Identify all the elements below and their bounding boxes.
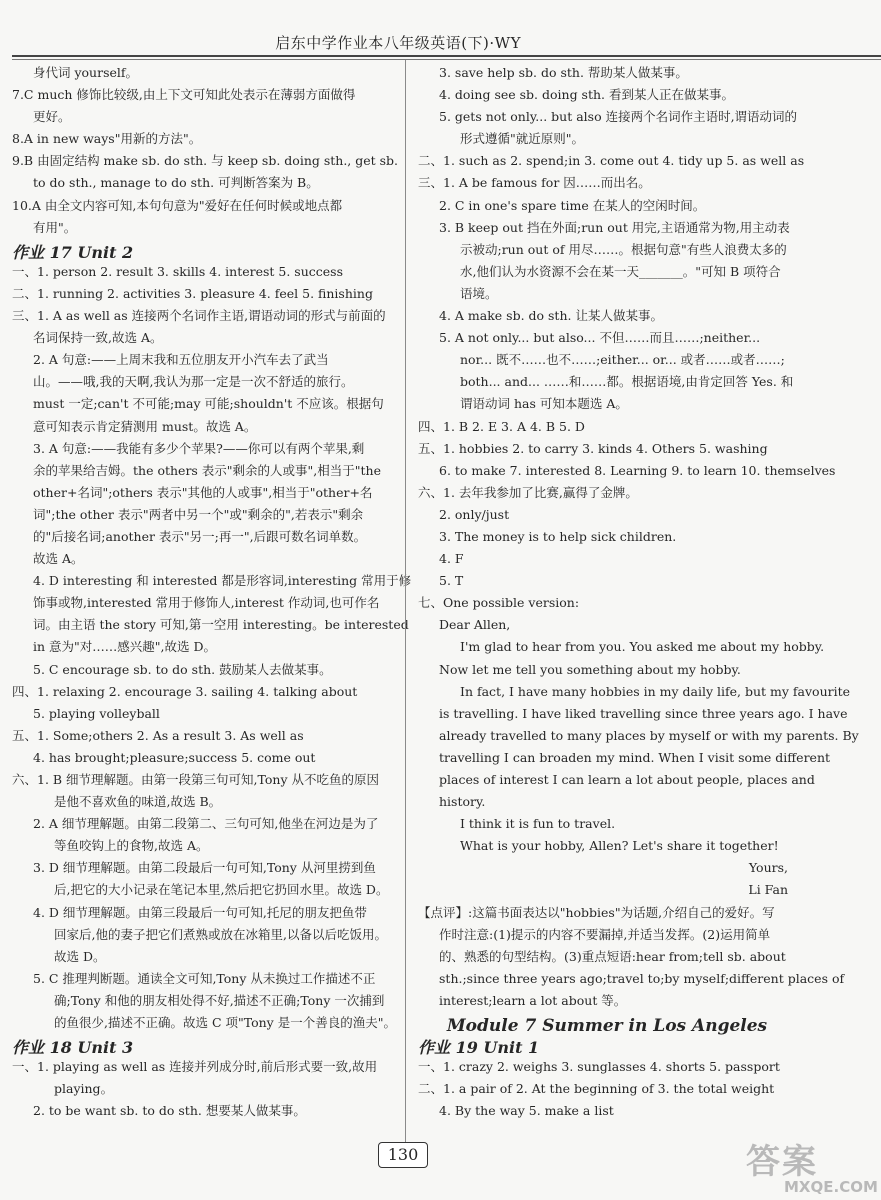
text-line: Li Fan [748,882,788,898]
text-line: 故选 A。 [33,551,84,567]
text-line: 形式遵循"就近原则"。 [460,131,584,147]
text-line: 3. D 细节理解题。由第二段最后一句可知,Tony 从河里捞到鱼 [33,860,376,876]
watermark-logo [740,1132,880,1198]
text-line: 二、1. a pair of 2. At the beginning of 3. the total weight [418,1081,775,1097]
text-line: nor... 既不……也不……;either... or... 或者……或者……; [460,352,785,368]
text-line: 5. playing volleyball [33,705,160,721]
text-line: 2. to be want sb. to do sth. 想要某人做某事。 [33,1103,306,1119]
text-line: history. [439,794,486,810]
text-line: 四、1. B 2. E 3. A 4. B 5. D [418,418,585,434]
header-rule [12,55,881,57]
text-line: 水,他们认为水资源不会在某一天_______。"可知 B 项符合 [460,263,781,279]
text-line: 三、1. A as well as 连接两个名词作主语,谓语动词的形式与前面的 [12,308,386,324]
text-line: 6. to make 7. interested 8. Learning 9. to learn 10. themselves [439,462,836,478]
text-line: 余的苹果给吉姆。the others 表示"剩余的人或事",相当于"the [33,462,381,478]
text-line: 2. A 细节理解题。由第二段第二、三句可知,他坐在河边是为了 [33,816,379,832]
watermark-url: MXQE.COM [784,1178,878,1196]
text-line: 的鱼很少,描述不正确。故选 C 项"Tony 是一个善良的渔夫"。 [54,1015,396,1031]
text-line: 2. only/just [439,506,510,522]
text-line: other+名词";others 表示"其他的人或事",相当于"other+名 [33,484,373,500]
text-line: 5. gets not only... but also 连接两个名词作主语时,谓语动词的 [439,109,798,125]
text-line: 2. A 句意:——上周末我和五位朋友开小汽车去了武当 [33,352,329,368]
page-number: 130 [378,1142,428,1168]
text-line: I'm glad to hear from you. You asked me about my hobby. [460,639,825,655]
right-column [418,62,859,1123]
column-divider [405,60,406,1158]
text-line: already travelled to many places by myself or with my parents. By [439,727,859,743]
text-line: 作时注意:(1)提示的内容不要漏掉,并适当发挥。(2)运用简单 [439,926,771,942]
text-line: 4. A make sb. do sth. 让某人做某事。 [439,308,663,324]
header-rule-thin [12,59,881,60]
text-line: 4. By the way 5. make a list [439,1103,614,1119]
section-heading: 作业 17 Unit 2 [12,242,134,262]
text-line: interest;learn a lot about 等。 [439,992,627,1008]
text-line: I think it is fun to travel. [460,816,616,832]
text-line: 谓语动词 has 可知本题选 A。 [460,396,628,412]
text-line: 3. A 句意:——我能有多少个苹果?——你可以有两个苹果,剩 [33,440,365,456]
text-line: 一、1. crazy 2. weighs 3. sunglasses 4. shorts 5. passport [418,1059,780,1075]
text-line: 示被动;run out of 用尽……。根据句意"有些人浪费太多的 [460,241,787,257]
text-line: 语境。 [460,285,498,301]
text-line: is travelling. I have liked travelling since three years ago. I have [439,705,848,721]
text-line: 五、1. Some;others 2. As a result 3. As well as [12,727,304,743]
text-line: 有用"。 [33,219,77,235]
page-header [0,0,881,56]
text-line: both... and... ……和……都。根据语境,由肯定回答 Yes. 和 [460,374,794,390]
section-heading: 作业 18 Unit 3 [12,1038,134,1058]
text-line: 二、1. such as 2. spend;in 3. come out 4. tidy up 5. as well as [418,153,805,169]
text-line: 更好。 [33,109,71,125]
text-line: 3. The money is to help sick children. [439,528,677,544]
text-line: 山。——哦,我的天啊,我认为那一定是一次不舒适的旅行。 [33,374,354,390]
text-line: to do sth., manage to do sth. 可判断答案为 B。 [33,175,319,191]
text-line: 等鱼咬钩上的食物,故选 A。 [54,838,209,854]
text-line: Now let me tell you something about my hobby. [439,661,741,677]
watermark-mark: 答案 [746,1142,818,1182]
text-line: 四、1. relaxing 2. encourage 3. sailing 4. talking about [12,683,358,699]
text-line: 3. B keep out 挡在外面;run out 用完,主语通常为物,用主动表 [439,219,790,235]
text-line: 后,把它的大小记录在笔记本里,然后把它扔回水里。故选 D。 [54,882,389,898]
text-line: 六、1. 去年我参加了比赛,赢得了金牌。 [418,484,638,500]
text-line: 一、1. person 2. result 3. skills 4. interest 5. success [12,263,343,279]
text-line: 意可知表示肯定猜测用 must。故选 A。 [33,418,257,434]
section-heading: 作业 19 Unit 1 [418,1038,540,1058]
text-line: Yours, [748,860,788,876]
text-line: 4. doing see sb. doing sth. 看到某人正在做某事。 [439,87,734,103]
text-line: 五、1. hobbies 2. to carry 3. kinds 4. Others 5. washing [418,440,768,456]
text-line: 3. save help sb. do sth. 帮助某人做某事。 [439,65,688,80]
text-line: 名词保持一致,故选 A。 [33,330,163,346]
text-line: in 意为"对……感兴趣",故选 D。 [33,639,216,655]
text-line: 8.A in new ways"用新的方法"。 [12,131,202,147]
text-line: 三、1. A be famous for 因……而出名。 [418,175,651,191]
text-line: Dear Allen, [439,617,511,633]
header-title: 启东中学作业本八年级英语(下)·WY [275,34,521,52]
text-line: 5. C 推理判断题。通读全文可知,Tony 从未换过工作描述不正 [33,970,376,986]
text-line: 故选 D。 [54,948,106,964]
text-line: playing。 [54,1081,114,1097]
text-line: 回家后,他的妻子把它们煮熟或放在冰箱里,以备以后吃饭用。 [54,926,387,942]
text-line: 10.A 由全文内容可知,本句句意为"爱好在任何时候或地点都 [12,197,343,213]
text-line: What is your hobby, Allen? Let's share it together! [460,838,779,854]
text-line: 一、1. playing as well as 连接并列成分时,前后形式要一致,故用 [12,1059,378,1075]
text-line: sth.;since three years ago;travel to;by myself;different places of [439,970,845,986]
text-line: 9.B 由固定结构 make sb. do sth. 与 keep sb. doing sth., get sb. [12,153,399,169]
left-column [12,62,412,1123]
text-line: places of interest I can learn a lot about people, places and [439,772,815,787]
text-line: 的、熟悉的句型结构。(3)重点短语:hear from;tell sb. about [439,948,786,964]
text-line: 4. F [439,551,464,567]
text-line: 词。由主语 the story 可知,第一空用 interesting。be interested [33,617,409,633]
text-line: 2. C in one's spare time 在某人的空闲时间。 [439,197,706,213]
text-line: In fact, I have many hobbies in my daily life, but my favourite [460,683,851,699]
text-line: 4. D 细节理解题。由第三段最后一句可知,托尼的朋友把鱼带 [33,904,367,920]
section-heading: Module 7 Summer in Los Angeles [446,1016,768,1037]
text-line: 5. A not only... but also... 不但……而且……;neither... [439,330,761,346]
text-line: must 一定;can't 不可能;may 可能;shouldn't 不应该。根据句 [33,396,384,412]
text-line: 词";the other 表示"两者中另一个"或"剩余的",若表示"剩余 [33,506,364,522]
text-line: 7.C much 修饰比较级,由上下文可知此处表示在薄弱方面做得 [12,87,356,103]
text-line: 确;Tony 和他的朋友相处得不好,描述不正确;Tony 一次捕到 [54,992,385,1008]
text-line: 是他不喜欢鱼的味道,故选 B。 [54,794,222,810]
text-line: 七、One possible version: [418,595,580,611]
text-line: 4. D interesting 和 interested 都是形容词,interesting 常用于修 [33,573,412,589]
text-line: 4. has brought;pleasure;success 5. come out [33,749,316,765]
text-line: 饰事或物,interested 常用于修饰人,interest 作动词,也可作名 [33,595,380,611]
text-line: travelling I can broaden my mind. When I visit some different [439,749,831,765]
text-line: 的"后接名词;another 表示"另一;再一",后跟可数名词单数。 [33,528,367,544]
text-line: 身代词 yourself。 [33,65,139,80]
text-line: 5. C encourage sb. to do sth. 鼓励某人去做某事。 [33,661,332,677]
text-line: 【点评】:这篇书面表达以"hobbies"为话题,介绍自己的爱好。写 [418,904,775,920]
text-line: 5. T [439,573,464,589]
text-line: 六、1. B 细节理解题。由第一段第三句可知,Tony 从不吃鱼的原因 [12,772,380,787]
text-line: 二、1. running 2. activities 3. pleasure 4. feel 5. finishing [12,285,373,301]
